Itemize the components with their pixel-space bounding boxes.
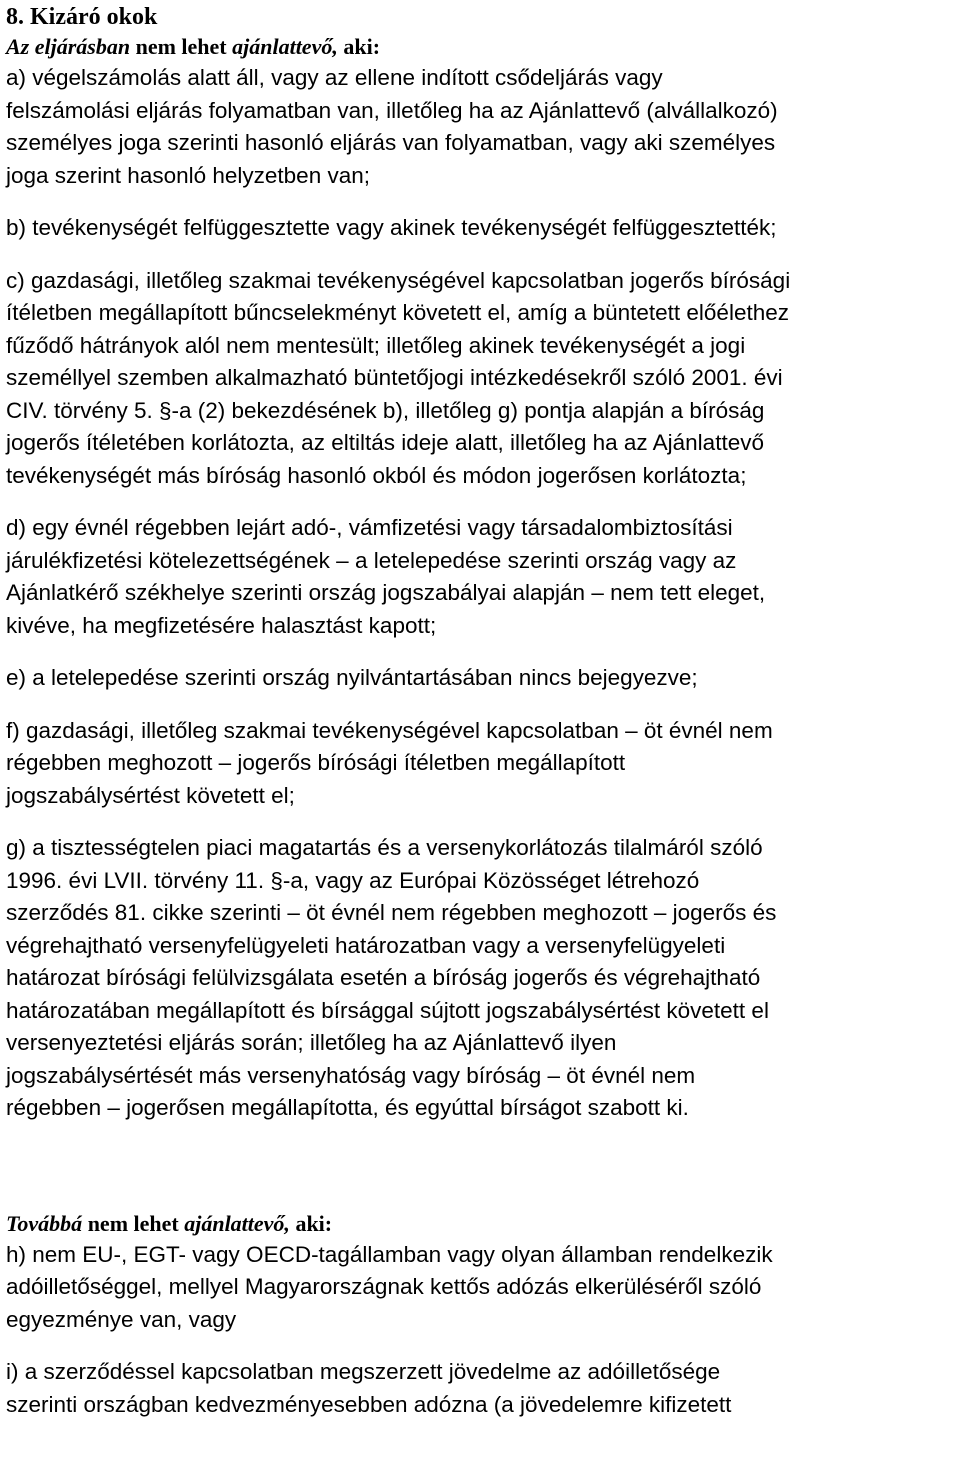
intro-line-2 xyxy=(6,1209,956,1239)
text-line: adóilletőséggel, mellyel Magyarországnak kettős adózás elkerüléséről szóló xyxy=(6,1274,762,1299)
text-line: jogszabálysértést követett el; xyxy=(6,782,295,808)
text-line: kivéve, ha megfizetésére halasztást kapott; xyxy=(6,612,437,638)
exclusion-list xyxy=(6,62,956,1125)
list-item xyxy=(6,62,956,192)
exclusion-list-2 xyxy=(6,1239,956,1422)
text-line: b) tevékenységét felfüggesztette vagy akinek tevékenységét felfüggesztették; xyxy=(6,215,777,240)
text-line: végrehajtható versenyfelügyeleti határozatban vagy a versenyfelügyeleti xyxy=(6,932,726,958)
text-line: egyezménye van, vagy xyxy=(6,1306,237,1332)
spacer xyxy=(6,1145,956,1209)
list-item xyxy=(6,265,956,493)
text-line: CIV. törvény 5. §-a (2) bekezdésének b), illetőleg g) pontja alapján a bíróság xyxy=(6,397,765,423)
text-line: személyes joga szerinti hasonló eljárás van folyamatban, vagy aki személyes xyxy=(6,130,776,155)
text-line: f) gazdasági, illetőleg szakmai tevékenységével kapcsolatban – öt évnél nem xyxy=(6,717,773,743)
text-line: jogszabálysértését más versenyhatóság vagy bíróság – öt évnél nem xyxy=(6,1062,696,1088)
text-line: c) gazdasági, illetőleg szakmai tevékenységével kapcsolatban jogerős bírósági xyxy=(6,267,791,293)
text-line: e) a letelepedése szerinti ország nyilvántartásában nincs bejegyezve; xyxy=(6,665,698,690)
intro2-part-4: aki: xyxy=(289,1210,333,1236)
list-item xyxy=(6,212,956,245)
text-line: joga szerint hasonló helyzetben van; xyxy=(6,162,370,188)
text-line: régebben meghozott – jogerős bírósági ítéletben megállapított xyxy=(6,750,626,775)
list-item xyxy=(6,715,956,813)
intro-line xyxy=(6,32,956,62)
text-line: versenyeztetési eljárás során; illetőleg ha az Ajánlattevő ilyen xyxy=(6,1030,617,1055)
text-line: d) egy évnél régebben lejárt adó-, vámfizetési vagy társadalombiztosítási xyxy=(6,515,733,540)
intro2-part-3: ajánlattevő, xyxy=(184,1210,290,1236)
text-line: fűződő hátrányok alól nem mentesült; illetőleg akinek tevékenységét a jogi xyxy=(6,332,746,358)
text-line: határozatában megállapított és bírsággal sújtott jogszabálysértést követett el xyxy=(6,997,769,1023)
section-heading: 8. Kizáró okok xyxy=(6,4,158,30)
intro-part-3: ajánlattevő, xyxy=(232,34,338,59)
text-line: ítéletben megállapított bűncselekményt követett el, amíg a büntetett előélethez xyxy=(6,300,789,325)
text-line: határozat bírósági felülvizsgálata esetén a bíróság jogerős és végrehajtható xyxy=(6,965,761,990)
intro-part-2: nem lehet xyxy=(130,34,233,59)
text-line: szerződés 81. cikke szerinti – öt évnél nem régebben meghozott – jogerős és xyxy=(6,900,777,925)
list-item xyxy=(6,512,956,642)
document-page xyxy=(6,0,956,1441)
intro-part-4: aki: xyxy=(337,34,381,59)
text-line: személlyel szemben alkalmazható büntetőjogi intézkedésekről szóló 2001. évi xyxy=(6,365,783,390)
text-line: felszámolási eljárás folyamatban van, illetőleg ha az Ajánlattevő (alvállalkozó) xyxy=(6,97,778,123)
text-line: a) végelszámolás alatt áll, vagy az ellene indított csődeljárás vagy xyxy=(6,65,663,90)
text-line: régebben – jogerősen megállapította, és egyúttal bírságot szabott ki. xyxy=(6,1095,689,1120)
list-item xyxy=(6,662,956,695)
text-line: szerinti országban kedvezményesebben adózna (a jövedelemre kifizetett xyxy=(6,1391,732,1417)
text-line: i) a szerződéssel kapcsolatban megszerzett jövedelme az adóilletősége xyxy=(6,1359,721,1384)
list-item xyxy=(6,1356,956,1421)
text-line: járulékfizetési kötelezettségének – a letelepedése szerinti ország vagy az xyxy=(6,547,737,573)
text-line: jogerős ítéletében korlátozta, az eltiltás ideje alatt, illetőleg ha az Ajánlattevő xyxy=(6,430,764,455)
text-line: h) nem EU-, EGT- vagy OECD-tagállamban vagy olyan államban rendelkezik xyxy=(6,1241,773,1267)
intro-part-1: Az eljárásban xyxy=(6,34,131,59)
list-item xyxy=(6,1239,956,1337)
text-line: Ajánlatkérő székhelye szerinti ország jogszabályai alapján – nem tett eleget, xyxy=(6,580,766,605)
intro2-part-1: Továbbá xyxy=(6,1210,83,1236)
text-line: tevékenységét más bíróság hasonló okból és módon jogerősen korlátozta; xyxy=(6,462,747,488)
text-line: 1996. évi LVII. törvény 11. §-a, vagy az Európai Közösséget létrehozó xyxy=(6,867,700,893)
intro2-part-2: nem lehet xyxy=(82,1210,185,1236)
text-line: g) a tisztességtelen piaci magatartás és a versenykorlátozás tilalmáról szóló xyxy=(6,835,763,860)
list-item xyxy=(6,832,956,1125)
